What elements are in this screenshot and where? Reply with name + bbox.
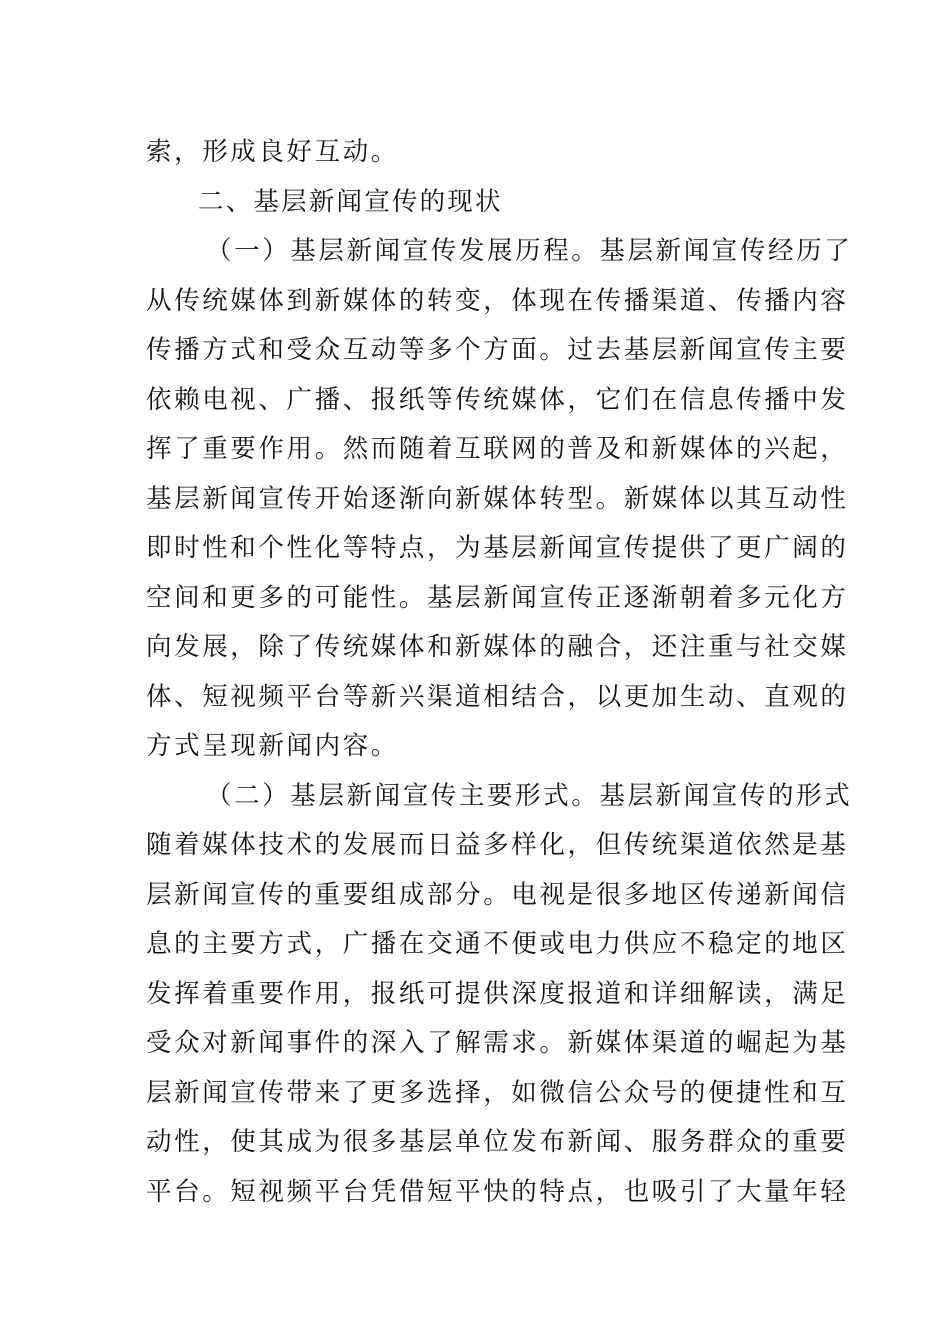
text-line: 发挥着重要作用，报纸可提供深度报道和详细解读，满足 (146, 978, 849, 1009)
text-line: 依赖电视、广播、报纸等传统媒体，它们在信息传播中发 (146, 384, 849, 415)
text-line: 受众对新闻事件的深入了解需求。新媒体渠道的崛起为基 (146, 1028, 849, 1058)
text-line: 基层新闻宣传开始逐渐向新媒体转型。新媒体以其互动性 (146, 483, 849, 514)
text-line: 空间和更多的可能性。基层新闻宣传正逐渐朝着多元化方 (146, 582, 849, 613)
text-line: 即时性和个性化等特点，为基层新闻宣传提供了更广阔的 (146, 533, 849, 563)
text-line: 向发展，除了传统媒体和新媒体的融合，还注重与社交媒 (146, 632, 849, 662)
text-line: 层新闻宣传的重要组成部分。电视是很多地区传递新闻信 (146, 879, 849, 910)
text-line: 层新闻宣传带来了更多选择，如微信公众号的便捷性和互 (146, 1077, 849, 1108)
text-line: 挥了重要作用。然而随着互联网的普及和新媒体的兴起， (146, 434, 849, 464)
text-line: 方式呈现新闻内容。 (146, 731, 399, 761)
text-line: 传播方式和受众互动等多个方面。过去基层新闻宣传主要 (146, 335, 849, 365)
text-line: 动性，使其成为很多基层单位发布新闻、服务群众的重要 (146, 1127, 849, 1157)
body-text (146, 128, 853, 1217)
text-line: 平台。短视频平台凭借短平快的特点，也吸引了大量年轻 (146, 1176, 849, 1207)
section-heading: 二、基层新闻宣传的现状 (198, 186, 503, 217)
paragraph-first-line: （二）基层新闻宣传主要形式。基层新闻宣传的形式 (206, 780, 853, 811)
text-line: 从传统媒体到新媒体的转变，体现在传播渠道、传播内容 (146, 285, 849, 316)
text-line: 随着媒体技术的发展而日益多样化，但传统渠道依然是基 (146, 830, 849, 860)
text-line: 体、短视频平台等新兴渠道相结合，以更加生动、直观的 (146, 681, 849, 712)
text-line: 息的主要方式，广播在交通不便或电力供应不稳定的地区 (146, 929, 849, 959)
text-line: 索，形成良好互动。 (146, 137, 399, 167)
paragraph-first-line: （一）基层新闻宣传发展历程。基层新闻宣传经历了 (206, 236, 853, 266)
